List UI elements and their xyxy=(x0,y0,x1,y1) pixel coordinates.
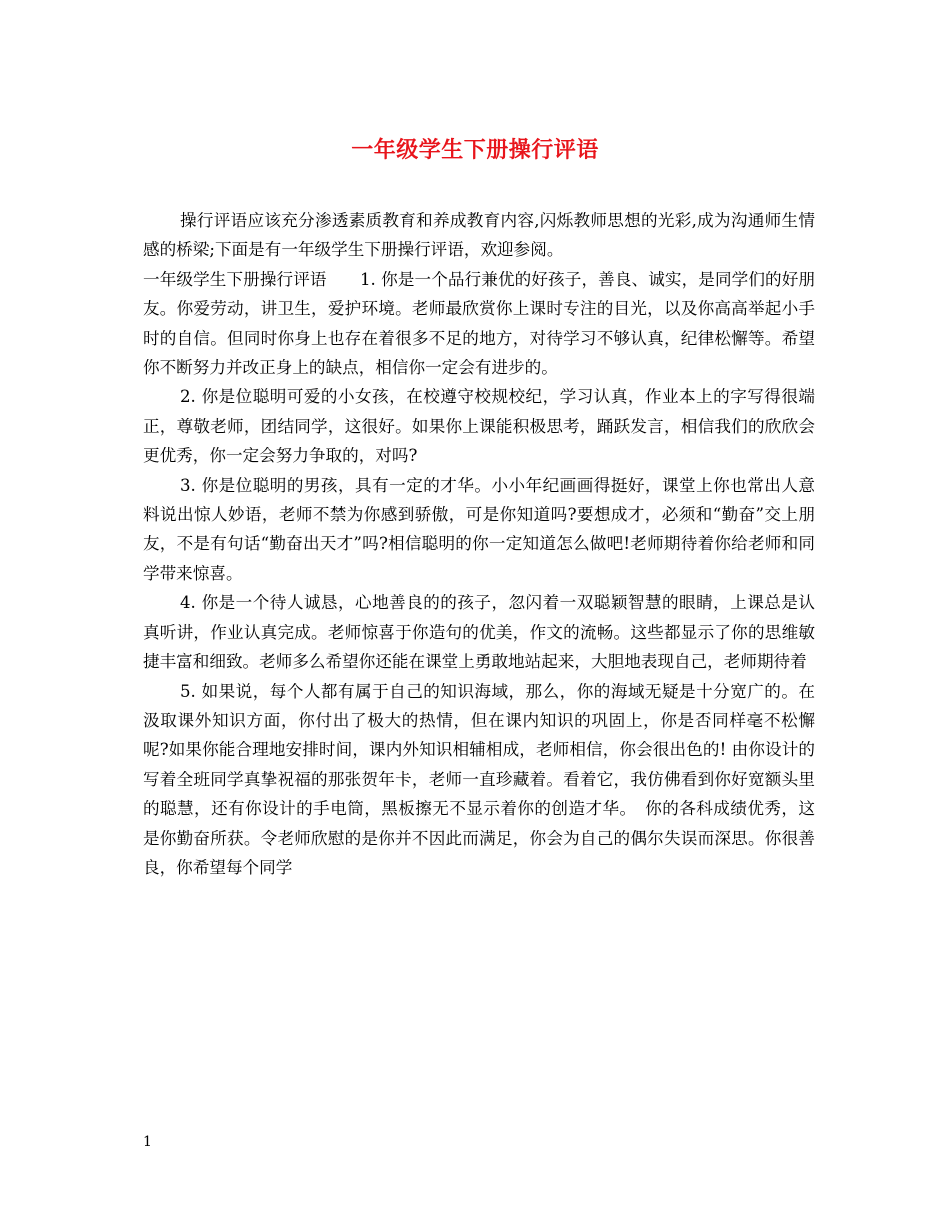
page-number: 1 xyxy=(143,1134,152,1150)
paragraph-item-5: 5. 如果说，每个人都有属于自己的知识海域，那么，你的海域无疑是十分宽广的。在汲取课外知识方面，你付出了极大的热情，但在课内知识的巩固上，你是否同样毫不松懈呢?如果你能合理地安排时间，课内外知识相辅相成，老师相信，你会很出色的! 由你设计的写着全班同学真挚祝福的那张贺年卡，老师一直珍藏着。看着它，我仿佛看到你好宽额头里的聪慧，还有你设计的手电筒，黑板擦无不显示着你的创造才华。 你的各科成绩优秀，这是你勤奋所获。令老师欣慰的是你并不因此而满足，你会为自己的偶尔失误而深思。你很善良，你希望每个同学 xyxy=(143,681,815,877)
document-body xyxy=(143,206,815,882)
paragraph-intro: 操行评语应该充分渗透素质教育和养成教育内容,闪烁教师思想的光彩,成为沟通师生情感的桥梁;下面是有一年级学生下册操行评语，欢迎参阅。 xyxy=(143,211,815,260)
document-title: 一年级学生下册操行评语 xyxy=(351,137,599,163)
paragraph-item-2: 2. 你是位聪明可爱的小女孩，在校遵守校规校纪，学习认真，作业本上的字写得很端正，尊敬老师，团结同学，这很好。如果你上课能积极思考，踊跃发言，相信我们的欣欣会更优秀，你一定会努力争取的，对吗? xyxy=(143,387,815,466)
paragraph-item-3: 3. 你是位聪明的男孩，具有一定的才华。小小年纪画画得挺好，课堂上你也常出人意料说出惊人妙语，老师不禁为你感到骄傲，可是你知道吗?要想成才，必须和“勤奋”交上朋友，不是有句话“勤奋出天才”吗?相信聪明的你一定知道怎么做吧!老师期待着你给老师和同学带来惊喜。 xyxy=(143,475,815,583)
paragraph-item-4: 4. 你是一个待人诚恳，心地善良的的孩子，忽闪着一双聪颖智慧的眼睛，上课总是认真听讲，作业认真完成。老师惊喜于你造句的优美，作文的流畅。这些都显示了你的思维敏捷丰富和细致。老师多么希望你还能在课堂上勇敢地站起来，大胆地表现自己，老师期待着 xyxy=(143,593,815,672)
paragraph-item-1: 一年级学生下册操行评语 1. 你是一个品行兼优的好孩子，善良、诚实，是同学们的好朋友。你爱劳动，讲卫生，爱护环境。老师最欣赏你上课时专注的目光，以及你高高举起小手时的自信。但同时你身上也存在着很多不足的地方，对待学习不够认真，纪律松懈等。希望你不断努力并改正身上的缺点，相信你一定会有进步的。 xyxy=(143,269,815,378)
